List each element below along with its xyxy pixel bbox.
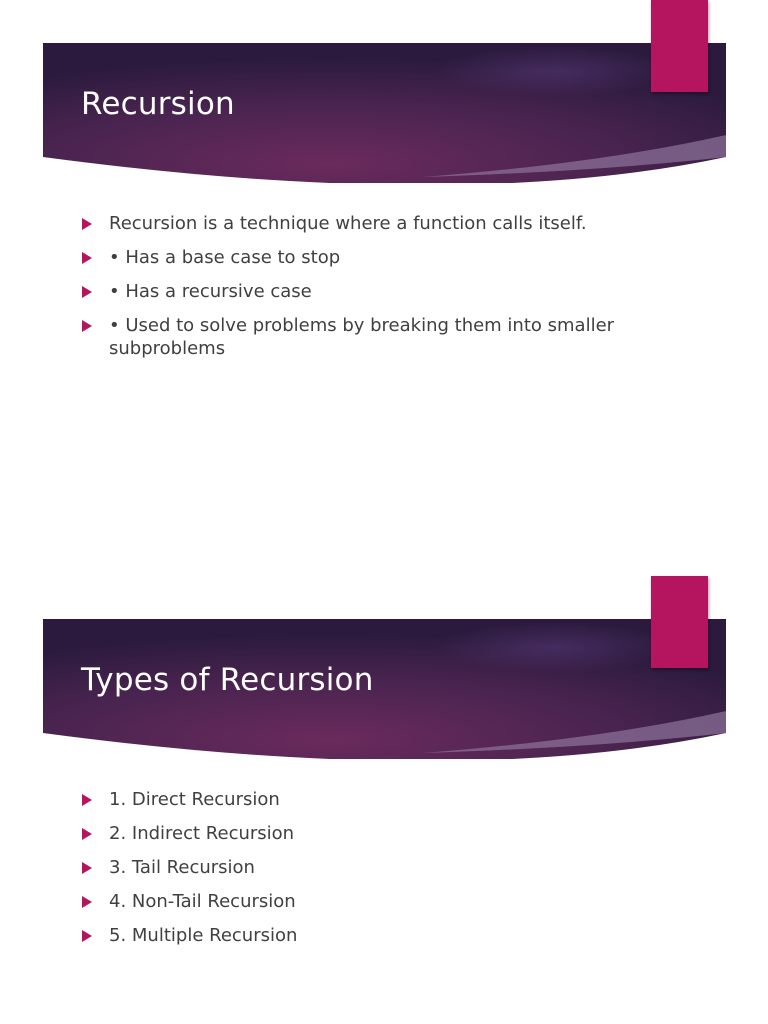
- triangle-right-icon: [82, 252, 92, 264]
- list-item: [81, 924, 641, 947]
- list-item: [81, 314, 641, 360]
- bullet-text: 5. Multiple Recursion: [109, 925, 298, 946]
- bullet-text: • Has a recursive case: [109, 281, 312, 302]
- bullet-text: • Used to solve problems by breaking them into smaller subproblems: [109, 315, 615, 359]
- slide-title: Recursion: [81, 86, 235, 122]
- triangle-right-icon: [82, 218, 92, 230]
- list-item: [81, 280, 641, 303]
- triangle-right-icon: [82, 930, 92, 942]
- bullet-text: 2. Indirect Recursion: [109, 823, 295, 844]
- bullet-list: [81, 212, 641, 371]
- accent-tab: [651, 0, 708, 92]
- slide-title: Types of Recursion: [81, 662, 374, 698]
- triangle-right-icon: [82, 896, 92, 908]
- triangle-right-icon: [82, 828, 92, 840]
- bullet-list: [81, 788, 641, 958]
- slide-recursion: [0, 0, 768, 400]
- list-item: [81, 212, 641, 235]
- list-item: [81, 856, 641, 879]
- accent-tab: [651, 576, 708, 668]
- triangle-right-icon: [82, 286, 92, 298]
- list-item: [81, 788, 641, 811]
- bullet-text: Recursion is a technique where a function calls itself.: [109, 213, 587, 234]
- list-item: [81, 246, 641, 269]
- triangle-right-icon: [82, 320, 92, 332]
- bullet-text: • Has a base case to stop: [109, 247, 341, 268]
- triangle-right-icon: [82, 794, 92, 806]
- bullet-text: 1. Direct Recursion: [109, 789, 280, 810]
- bullet-text: 3. Tail Recursion: [109, 857, 255, 878]
- slide-types-of-recursion: [0, 576, 768, 976]
- bullet-text: 4. Non-Tail Recursion: [109, 891, 296, 912]
- triangle-right-icon: [82, 862, 92, 874]
- list-item: [81, 822, 641, 845]
- list-item: [81, 890, 641, 913]
